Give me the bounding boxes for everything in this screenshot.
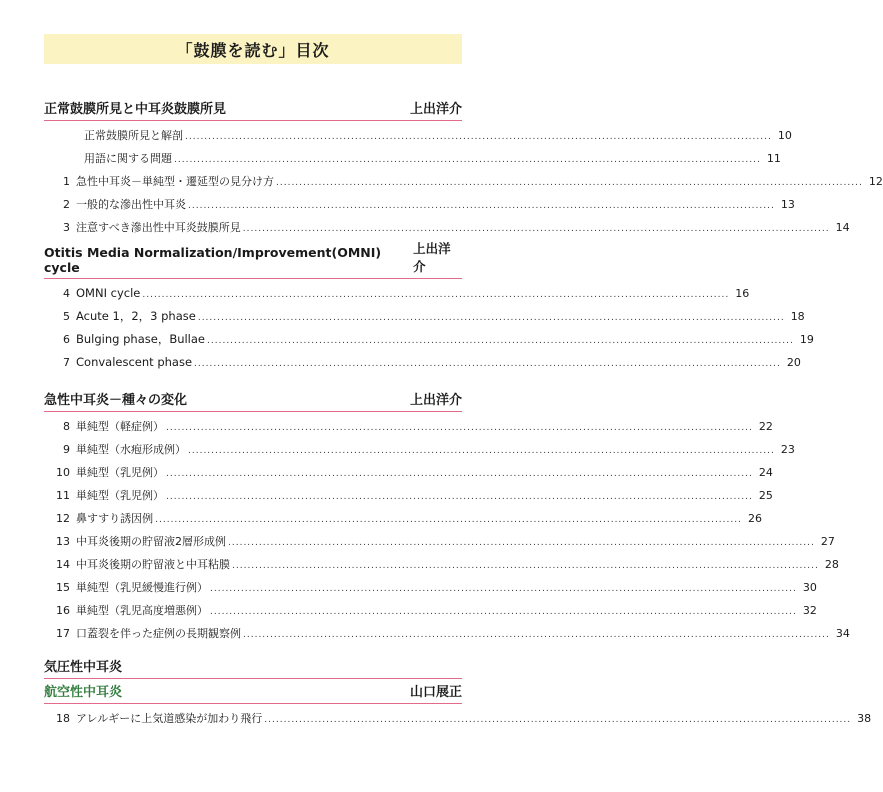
entry-text: 鼻すすり誘因例 (76, 512, 154, 525)
entry-page: 23 (780, 443, 795, 456)
section-title: 正常鼓膜所見と中耳炎鼓膜所見 (44, 102, 227, 117)
entry-text: 一般的な滲出性中耳炎 (76, 198, 186, 211)
entry-number: 10 (56, 466, 70, 479)
toc-entry[interactable] (44, 170, 883, 193)
toc-entry[interactable] (44, 124, 792, 147)
leader-dots: ........................................................................................................................................................ (166, 492, 753, 502)
section-author: 山口展正 (409, 685, 462, 700)
toc-entry[interactable] (44, 576, 817, 599)
entry-number: 8 (63, 420, 70, 433)
entry-list (44, 707, 872, 730)
entry-page: 12 (868, 175, 883, 188)
entry-list (44, 124, 883, 239)
entry-page: 32 (802, 604, 817, 617)
toc-entry[interactable] (44, 707, 872, 730)
toc-entry[interactable] (44, 328, 814, 351)
entry-text: 中耳炎後期の貯留液2層形成例 (76, 535, 226, 548)
entry-page: 25 (758, 489, 773, 502)
section-title: Otitis Media Normalization/Improvement(OMNI) cycle (44, 245, 382, 275)
entry-number: 11 (56, 489, 70, 502)
leader-dots: ........................................................................................................................................................ (188, 446, 775, 456)
entry-page: 19 (799, 333, 814, 346)
leader-dots: ........................................................................................................................................................ (142, 290, 730, 300)
entry-page: 11 (766, 152, 781, 165)
entry-text: 単純型（乳児緩慢進行例） (76, 581, 208, 594)
entry-text: Convalescent phase (76, 355, 193, 369)
toc-title-bar (44, 34, 462, 64)
entry-number: 15 (56, 581, 70, 594)
entry-number: 5 (63, 310, 70, 323)
entry-number: 14 (56, 558, 70, 571)
section-omni-cycle (44, 241, 814, 374)
entry-text: 単純型（軽症例） (76, 420, 164, 433)
leader-dots: ........................................................................................................................................................ (155, 515, 742, 525)
entry-number: 18 (56, 712, 70, 725)
entry-page: 26 (747, 512, 762, 525)
entry-page: 18 (790, 310, 805, 323)
toc-entry[interactable] (44, 216, 850, 239)
toc-entry[interactable] (44, 438, 795, 461)
toc-entry[interactable] (44, 622, 850, 645)
entry-number: 4 (63, 287, 70, 300)
section-author: 上出洋介 (409, 102, 462, 117)
entry-number: 13 (56, 535, 70, 548)
entry-number: 7 (63, 356, 70, 369)
entry-page: 22 (758, 420, 773, 433)
entry-page: 28 (824, 558, 839, 571)
entry-number: 1 (63, 175, 70, 188)
leader-dots: ........................................................................................................................................................ (276, 178, 863, 188)
toc-title: 「鼓膜を読む」目次 (176, 40, 330, 60)
section-title: 航空性中耳炎 (44, 685, 123, 700)
entry-page: 38 (857, 712, 872, 725)
section-author: 上出洋介 (413, 241, 451, 274)
entry-number: 6 (63, 333, 70, 346)
entry-page: 16 (735, 287, 750, 300)
toc-entry[interactable] (44, 507, 762, 530)
entry-text: 口蓋裂を伴った症例の長期観察例 (76, 627, 241, 640)
leader-dots: ........................................................................................................................................................ (210, 584, 797, 594)
entry-page: 10 (777, 129, 792, 142)
toc-entry[interactable] (44, 415, 773, 438)
section-heading (44, 391, 462, 412)
entry-number: 17 (56, 627, 70, 640)
section-heading (44, 658, 462, 679)
entry-page: 13 (780, 198, 795, 211)
leader-dots: ........................................................................................................................................................ (166, 423, 753, 433)
entry-text: Acute 1，2，3 phase (76, 309, 196, 323)
toc-entry[interactable] (44, 147, 781, 170)
toc-entry[interactable] (44, 351, 801, 374)
leader-dots: ........................................................................................................................................................ (174, 155, 761, 165)
section-barotrauma (44, 658, 462, 679)
section-heading (44, 241, 462, 279)
entry-number: 12 (56, 512, 70, 525)
entry-page: 20 (786, 356, 801, 369)
entry-text: 急性中耳炎－単純型・遷延型の見分け方 (76, 175, 274, 188)
entry-text: 単純型（水疱形成例） (76, 443, 186, 456)
entry-text: 注意すべき滲出性中耳炎鼓膜所見 (76, 221, 241, 234)
toc-entry[interactable] (44, 530, 835, 553)
leader-dots: ........................................................................................................................................................ (228, 538, 815, 548)
leader-dots: ........................................................................................................................................................ (242, 224, 830, 234)
entry-list (44, 415, 850, 645)
section-normal-tympanic (44, 100, 883, 239)
leader-dots: ........................................................................................................................................................ (232, 561, 819, 571)
entry-text: Bulging phase，Bullae (76, 332, 206, 346)
toc-entry[interactable] (44, 553, 839, 576)
leader-dots: ........................................................................................................................................................ (188, 201, 775, 211)
leader-dots: ........................................................................................................................................................ (264, 715, 852, 725)
entry-text: 単純型（乳児例） (76, 466, 164, 479)
toc-entry[interactable] (44, 193, 795, 216)
entry-page: 34 (835, 627, 850, 640)
leader-dots: ........................................................................................................................................................ (166, 469, 753, 479)
leader-dots: ........................................................................................................................................................ (194, 359, 781, 369)
leader-dots: ........................................................................................................................................................ (197, 313, 785, 323)
section-aviation-otitis (44, 683, 872, 730)
section-acute-otitis (44, 391, 850, 645)
entry-number: 2 (63, 198, 70, 211)
entry-page: 24 (758, 466, 773, 479)
entry-page: 14 (835, 221, 850, 234)
section-heading (44, 100, 462, 121)
entry-list (44, 282, 814, 374)
leader-dots: ........................................................................................................................................................ (185, 132, 772, 142)
entry-text: 用語に関する問題 (84, 152, 172, 165)
toc-entry[interactable] (44, 305, 805, 328)
entry-page: 27 (820, 535, 835, 548)
entry-text: 中耳炎後期の貯留液と中耳粘膜 (76, 558, 230, 571)
section-heading (44, 683, 462, 704)
entry-number: 3 (63, 221, 70, 234)
entry-text: 単純型（乳児例） (76, 489, 164, 502)
entry-text: 単純型（乳児高度増悪例） (76, 604, 208, 617)
entry-text: アレルギーに上気道感染が加わり飛行 (76, 712, 263, 725)
leader-dots: ........................................................................................................................................................ (243, 630, 830, 640)
toc-entry[interactable] (44, 599, 817, 622)
entry-page: 30 (802, 581, 817, 594)
toc-entry[interactable] (44, 461, 773, 484)
toc-entry[interactable] (44, 484, 773, 507)
leader-dots: ........................................................................................................................................................ (210, 607, 797, 617)
section-author: 上出洋介 (409, 393, 462, 408)
toc-entry[interactable] (44, 282, 750, 305)
section-title: 気圧性中耳炎 (44, 660, 123, 675)
entry-text: OMNI cycle (76, 286, 141, 300)
entry-number: 16 (56, 604, 70, 617)
leader-dots: ........................................................................................................................................................ (207, 336, 794, 346)
entry-number: 9 (63, 443, 70, 456)
entry-text: 正常鼓膜所見と解剖 (84, 129, 183, 142)
section-title: 急性中耳炎－種々の変化 (44, 393, 188, 408)
